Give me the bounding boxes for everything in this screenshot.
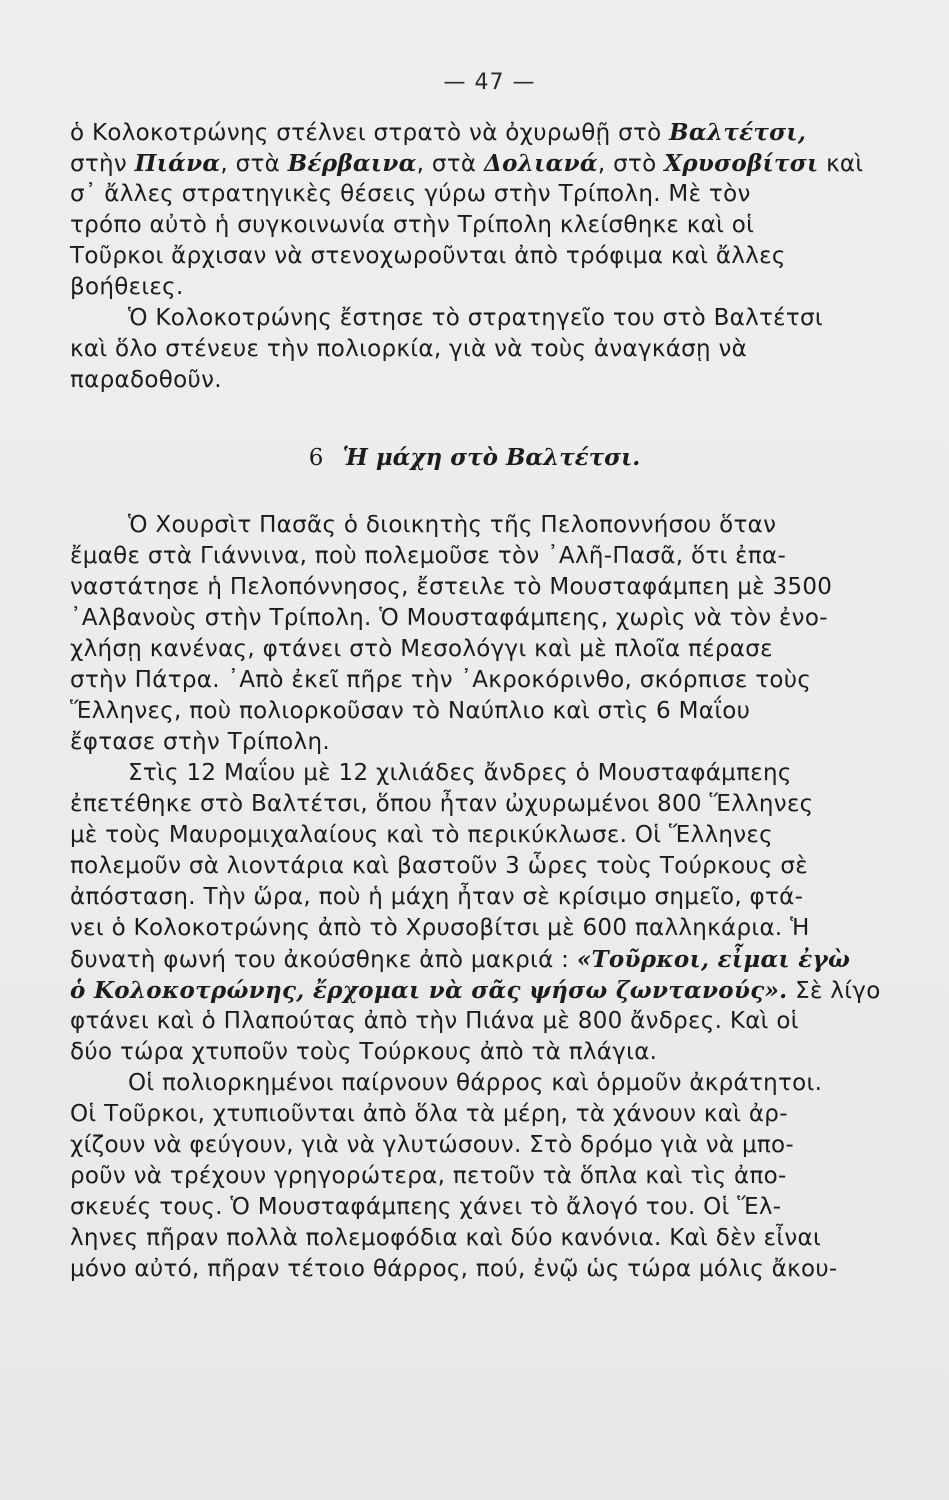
text-line — [70, 696, 879, 727]
text-line — [70, 1006, 879, 1037]
text-run: δυνατὴ φωνή του ἀκούσθηκε ἀπὸ μακριά : — [70, 947, 577, 973]
text-line — [70, 1068, 879, 1099]
text-line — [70, 210, 879, 241]
text-line — [70, 510, 879, 541]
text-line — [70, 148, 879, 179]
text-run: βοήθειες. — [70, 274, 184, 300]
text-run: ροῦν νὰ τρέχουν γρηγορώτερα, πετοῦν τὰ ὅπλα καὶ τὶς ἀπο- — [70, 1163, 787, 1189]
text-run: Οἱ Τοῦρκοι, χτυπιοῦνται ἀπὸ ὅλα τὰ μέρη, τὰ χάνουν καὶ ἀρ- — [70, 1101, 788, 1127]
text-run: ἐπετέθηκε στὸ Βαλτέτσι, ὅπου ἦταν ὠχυρωμένοι 800 Ἕλληνες — [70, 791, 814, 817]
text-run: Στὶς 12 Μαΐου μὲ 12 χιλιάδες ἄνδρες ὁ Μουσταφάμπεης — [128, 760, 792, 786]
text-line — [70, 241, 879, 272]
paragraph-1 — [70, 117, 879, 303]
text-run: Σὲ λίγο — [787, 978, 881, 1004]
text-line — [70, 789, 879, 820]
text-run: σ᾽ ἄλλες στρατηγικὲς θέσεις γύρω στὴν Τρίπολη. Μὲ τὸν — [70, 181, 751, 207]
paragraph-4 — [70, 758, 879, 1068]
page-number: — 47 — — [443, 70, 536, 95]
text-line — [70, 365, 879, 396]
text-line — [70, 944, 879, 975]
text-line — [70, 1223, 879, 1254]
text-run: καὶ ὅλο στένευε τὴν πολιορκία, γιὰ νὰ τοὺς ἀναγκάσῃ νὰ — [70, 336, 748, 362]
text-line — [70, 851, 879, 882]
text-line — [70, 272, 879, 303]
text-line — [70, 334, 879, 365]
text-run: σκευές τους. Ὁ Μουσταφάμπεης χάνει τὸ ἄλογό του. Οἱ Ἕλ- — [70, 1194, 782, 1220]
text-run: μὲ τοὺς Μαυρομιχαλαίους καὶ τὸ περικύκλωσε. Οἱ Ἕλληνες — [70, 822, 773, 848]
text-line — [70, 665, 879, 696]
text-run: , στὰ — [416, 151, 484, 177]
text-run: τρόπο αὐτὸ ἡ συγκοινωνία στὴν Τρίπολη κλείσθηκε καὶ οἱ — [70, 212, 755, 238]
text-line — [70, 117, 879, 148]
text-run: Ὁ Κολοκοτρώνης ἔστησε τὸ στρατηγεῖο του στὸ Βαλτέτσι — [128, 305, 824, 331]
text-run: δύο τώρα χτυποῦν τοὺς Τούρκους ἀπὸ τὰ πλάγια. — [70, 1039, 658, 1065]
emphasized-text: Βαλτέτσι, — [669, 119, 807, 146]
text-run: στὴν Πάτρα. ᾿Απὸ ἐκεῖ πῆρε τὴν ᾿Ακροκόρινθο, σκόρπισε τοὺς — [70, 667, 812, 693]
text-line — [70, 882, 879, 913]
emphasized-text: Δολιανά — [483, 150, 598, 177]
text-line — [70, 541, 879, 572]
emphasized-text: Βέρβαινα — [287, 150, 417, 177]
text-run: χλήσῃ κανένας, φτάνει στὸ Μεσολόγγι καὶ μὲ πλοῖα πέρασε — [70, 636, 773, 662]
text-run: χίζουν νὰ φεύγουν, γιὰ νὰ γλυτώσουν. Στὸ δρόμο γιὰ νὰ μπο- — [70, 1132, 795, 1158]
text-line — [70, 1192, 879, 1223]
text-run: ἔμαθε στὰ Γιάννινα, ποὺ πολεμοῦσε τὸν ᾿Αλῆ-Πασᾶ, ὅτι ἐπα- — [70, 543, 787, 569]
text-run: νει ὁ Κολοκοτρώνης ἀπὸ τὸ Χρυσοβίτσι μὲ 600 παλληκάρια. Ἡ — [70, 915, 810, 941]
section-title: Ἡ μάχη στὸ Βαλτέτσι. — [342, 444, 641, 471]
text-run: ἀπόσταση. Τὴν ὥρα, ποὺ ἡ μάχη ἦταν σὲ κρίσιμο σημεῖο, φτά- — [70, 884, 804, 910]
emphasized-text: «Τοῦρκοι, εἶμαι ἐγὼ — [576, 946, 851, 973]
text-run: ληνες πῆραν πολλὰ πολεμοφόδια καὶ δύο κανόνια. Καὶ δὲν εἶναι — [70, 1225, 822, 1251]
paragraph-3 — [70, 510, 879, 758]
text-run: Ὁ Χουρσὶτ Πασᾶς ὁ διοικητὴς τῆς Πελοποννήσου ὅταν — [128, 512, 777, 538]
text-run: , στὸ — [597, 151, 665, 177]
section-heading — [70, 442, 879, 474]
text-run: ναστάτησε ἡ Πελοπόννησος, ἔστειλε τὸ Μουσταφάμπεη μὲ 3500 — [70, 574, 833, 600]
text-run: μόνο αὐτό, πῆραν τέτοιο θάρρος, πού, ἐνῷ ὡς τώρα μόλις ἄκου- — [70, 1256, 838, 1282]
text-run: παραδοθοῦν. — [70, 367, 222, 393]
text-line — [70, 820, 879, 851]
text-run: ἔφτασε στὴν Τρίπολη. — [70, 729, 330, 755]
text-line — [70, 179, 879, 210]
text-line — [70, 1254, 879, 1285]
text-line — [70, 913, 879, 944]
text-line — [70, 758, 879, 789]
text-run: ᾿Αλβανοὺς στὴν Τρίπολη. Ὁ Μουσταφάμπεης, χωρὶς νὰ τὸν ἐνο- — [70, 605, 828, 631]
text-run: , στὰ — [220, 151, 288, 177]
text-run: πολεμοῦν σὰ λιοντάρια καὶ βαστοῦν 3 ὧρες τοὺς Τούρκους σὲ — [70, 853, 808, 879]
text-run: Ἕλληνες, ποὺ πολιορκοῦσαν τὸ Ναύπλιο καὶ στὶς 6 Μαΐου — [70, 698, 751, 724]
text-line — [70, 1161, 879, 1192]
text-line — [70, 727, 879, 758]
text-run: φτάνει καὶ ὁ Πλαπούτας ἀπὸ τὴν Πιάνα μὲ 800 ἄνδρες. Καὶ οἱ — [70, 1008, 799, 1034]
emphasized-text: ὁ Κολοκοτρώνης, ἔρχομαι νὰ σᾶς ψήσω ζωντανούς». — [70, 977, 788, 1004]
text-run: ὁ Κολοκοτρώνης στέλνει στρατὸ νὰ ὀχυρωθῇ στὸ — [70, 120, 670, 146]
paragraph-2 — [70, 303, 879, 396]
text-run: Τοῦρκοι ἄρχισαν νὰ στενοχωροῦνται ἀπὸ τρόφιμα καὶ ἄλλες — [70, 243, 786, 269]
text-run: Οἱ πολιορκημένοι παίρνουν θάρρος καὶ ὁρμοῦν ἀκράτητοι. — [128, 1070, 823, 1096]
section-number: 6 — [308, 445, 324, 471]
emphasized-text: Πιάνα — [134, 150, 221, 177]
text-line — [70, 603, 879, 634]
text-line — [70, 303, 879, 334]
emphasized-text: Χρυσοβίτσι — [664, 150, 819, 177]
text-line — [70, 1099, 879, 1130]
text-run: στὴν — [70, 151, 135, 177]
text-line — [70, 1130, 879, 1161]
text-line — [70, 634, 879, 665]
text-line — [70, 572, 879, 603]
paragraph-5 — [70, 1068, 879, 1285]
text-run: καὶ — [818, 151, 864, 177]
text-line — [70, 975, 879, 1006]
text-line — [70, 1037, 879, 1068]
